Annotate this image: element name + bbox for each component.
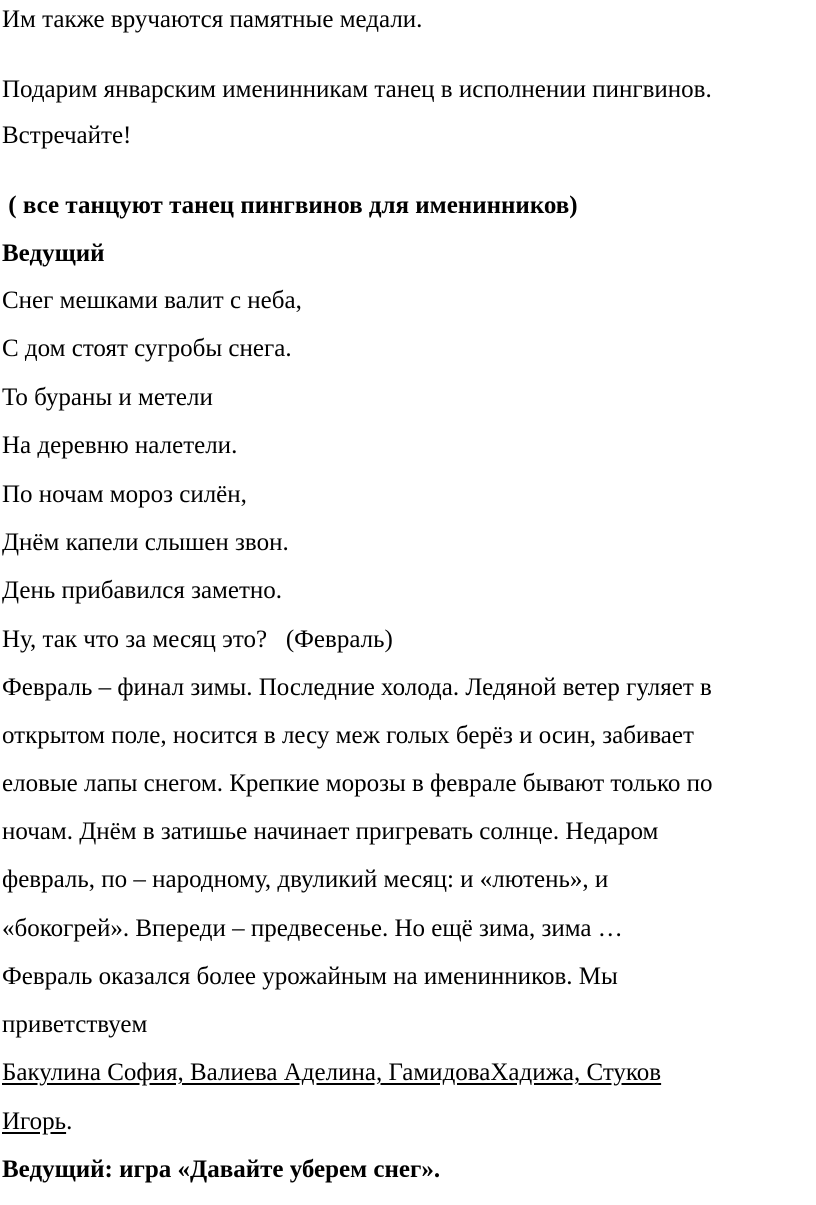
game-heading: Ведущий: игра «Давайте уберем снег». — [2, 1156, 441, 1183]
poem-line: На деревню налетели. — [2, 432, 238, 459]
paragraph-line: февраль, по – народному, двуликий месяц: и «лютень», и — [2, 866, 609, 893]
paragraph-line: ночам. Днём в затишье начинает пригревать солнце. Недаром — [2, 818, 659, 845]
text-line: Встречайте! — [2, 122, 132, 149]
paragraph-line: приветствуем — [2, 1011, 148, 1038]
poem-line: Ну, так что за месяц это? (Февраль) — [2, 626, 393, 653]
period: . — [66, 1108, 73, 1135]
paragraph-line: Февраль оказался более урожайным на именинников. Мы — [2, 963, 618, 990]
names-list-end — [2, 1107, 72, 1137]
names-list: Бакулина София, Валиева Аделина, ГамидоваХадижа, Стуков — [2, 1059, 662, 1086]
poem-line: То бураны и метели — [2, 384, 213, 411]
poem-line: По ночам мороз силён, — [2, 481, 247, 508]
name-igor: Игорь — [2, 1108, 67, 1135]
poem-line: День прибавился заметно. — [2, 577, 283, 604]
paragraph-line: «бокогрей». Впереди – предвесенье. Но ещё зима, зима … — [2, 915, 623, 942]
paragraph-line: еловые лапы снегом. Крепкие морозы в феврале бывают только по — [2, 770, 713, 797]
paragraph-line: открытом поле, носится в лесу меж голых берёз и осин, забивает — [2, 722, 694, 749]
paragraph-line: Февраль – финал зимы. Последние холода. Ледяной ветер гуляет в — [2, 674, 712, 701]
poem-line: Днём капели слышен звон. — [2, 529, 289, 556]
poem-line: С дом стоят сугробы снега. — [2, 335, 292, 362]
stage-direction: ( все танцуют танец пингвинов для именинников) — [2, 192, 578, 219]
text-line: Подарим январским именинникам танец в исполнении пингвинов. — [2, 76, 712, 103]
poem-line: Снег мешками валит с неба, — [2, 287, 302, 314]
speaker-heading: Ведущий — [2, 240, 105, 267]
text-line: Им также вручаются памятные медали. — [2, 6, 423, 33]
